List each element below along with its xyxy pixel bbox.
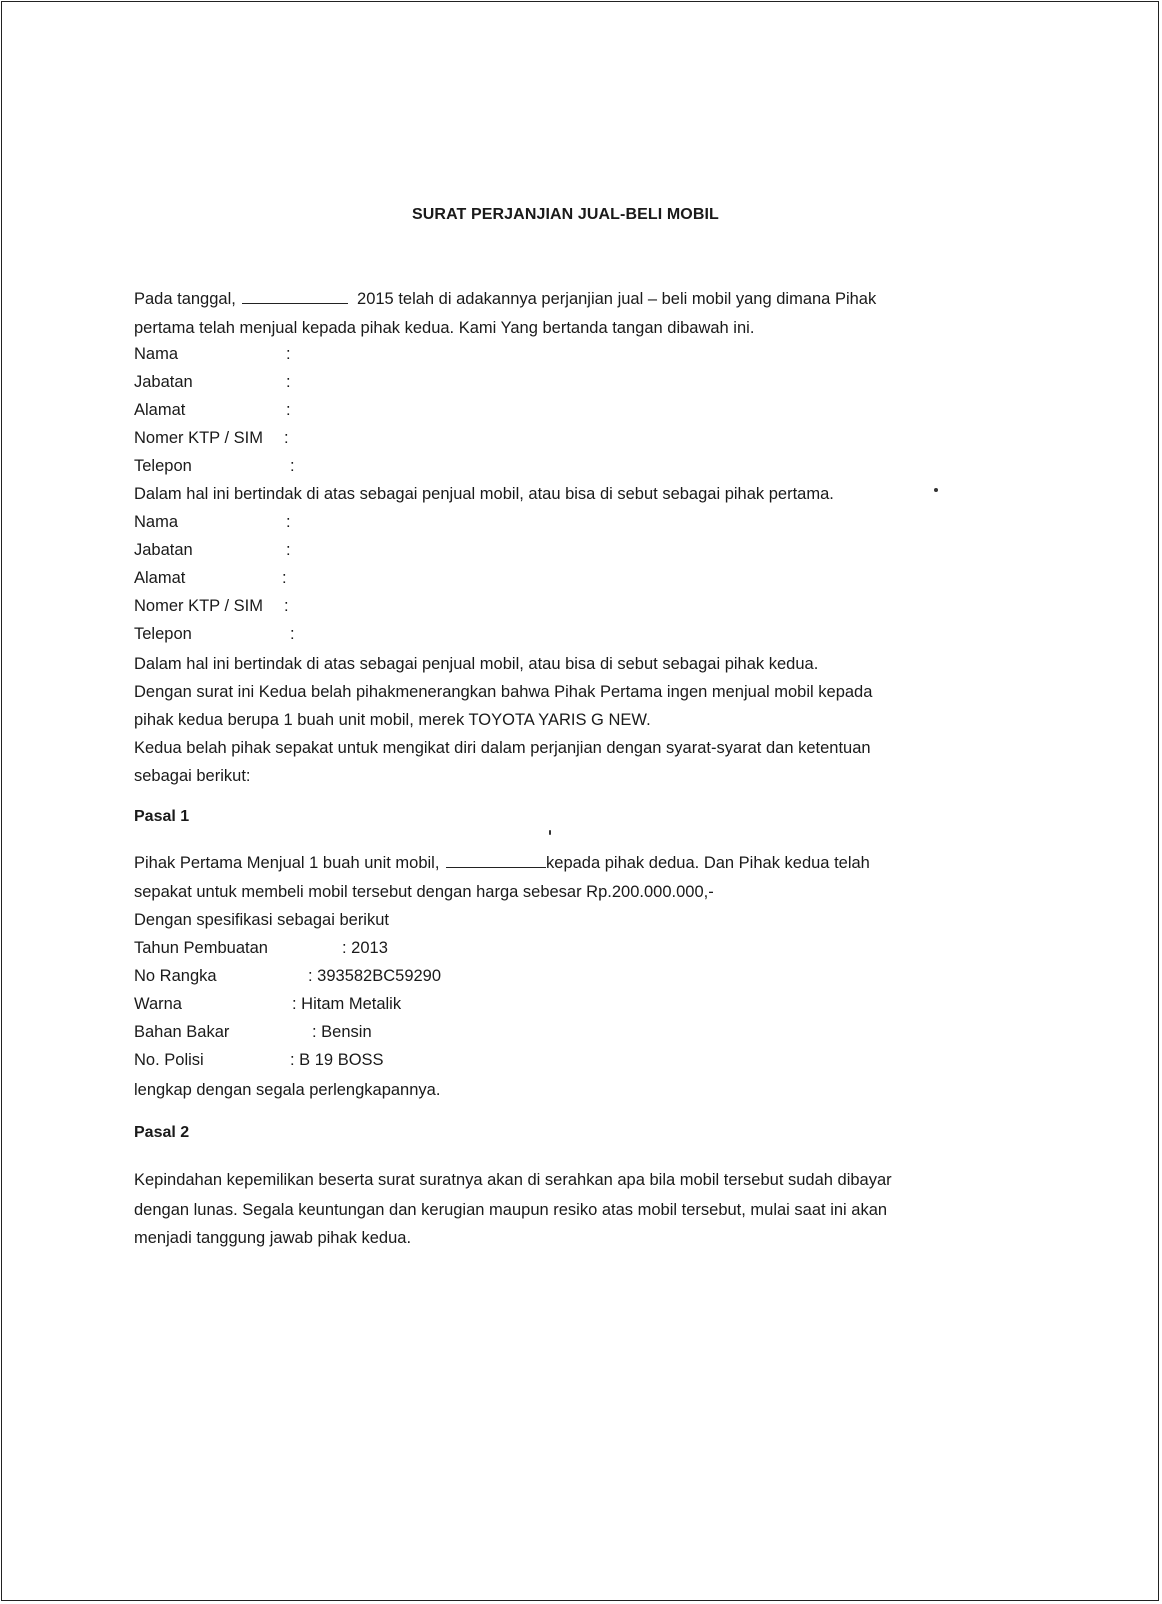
pasal-2-line-3: menjadi tanggung jawab pihak kedua. — [134, 1229, 412, 1247]
spec-label: Tahun Pembuatan — [134, 939, 268, 957]
field-separator: : — [282, 569, 287, 587]
field-label: Alamat — [134, 401, 186, 419]
spec-value: : Bensin — [312, 1023, 372, 1041]
pasal-1-prefix: Pihak Pertama Menjual 1 buah unit mobil, — [134, 854, 440, 872]
field-label: Nama — [134, 513, 179, 531]
spec-tahun — [134, 938, 388, 958]
first-party-field-telepon — [134, 456, 295, 476]
car-blank — [446, 852, 546, 868]
spec-label: Bahan Bakar — [134, 1023, 230, 1041]
second-party-field-ktp — [134, 596, 289, 616]
first-party-role: Dalam hal ini bertindak di atas sebagai penjual mobil, atau bisa di sebut sebagai pihak pertama. — [134, 485, 834, 503]
spec-rangka — [134, 966, 441, 986]
statement-line-4: sebagai berikut: — [134, 767, 251, 785]
spec-intro: Dengan spesifikasi sebagai berikut — [134, 911, 389, 929]
field-separator: : — [286, 541, 291, 559]
field-label: Jabatan — [134, 541, 193, 559]
scan-speck — [549, 830, 551, 835]
spec-polisi — [134, 1050, 384, 1070]
pasal-1-line-2: sepakat untuk membeli mobil tersebut dengan harga sebesar Rp.200.000.000,- — [134, 883, 714, 901]
field-separator: : — [290, 457, 295, 475]
second-party-field-alamat — [134, 568, 287, 588]
spec-value: : Hitam Metalik — [292, 995, 402, 1013]
statement-line-2: pihak kedua berupa 1 buah unit mobil, merek TOYOTA YARIS G NEW. — [134, 711, 651, 729]
first-party-field-nama — [134, 344, 291, 364]
second-party-role: Dalam hal ini bertindak di atas sebagai penjual mobil, atau bisa di sebut sebagai pihak kedua. — [134, 655, 819, 673]
spec-label: No. Polisi — [134, 1051, 204, 1069]
pasal-1-heading: Pasal 1 — [134, 808, 190, 825]
field-label: Nomer KTP / SIM — [134, 597, 263, 615]
intro-prefix: Pada tanggal, — [134, 290, 236, 308]
spec-warna — [134, 994, 401, 1014]
pasal-2-line-2: dengan lunas. Segala keuntungan dan kerugian maupun resiko atas mobil tersebut, mulai saat ini akan — [134, 1201, 888, 1219]
statement-line-3: Kedua belah pihak sepakat untuk mengikat diri dalam perjanjian dengan syarat-syarat dan ketentuan — [134, 739, 871, 757]
date-blank — [242, 288, 348, 304]
second-party-field-jabatan — [134, 540, 291, 560]
document-title: SURAT PERJANJIAN JUAL-BELI MOBIL — [412, 206, 719, 223]
field-separator: : — [286, 513, 291, 531]
field-label: Nama — [134, 345, 179, 363]
first-party-field-jabatan — [134, 372, 291, 392]
field-separator: : — [284, 429, 289, 447]
field-label: Jabatan — [134, 373, 193, 391]
pasal-2-heading: Pasal 2 — [134, 1124, 190, 1141]
field-label: Telepon — [134, 457, 192, 475]
spec-value: : B 19 BOSS — [290, 1051, 384, 1069]
field-label: Alamat — [134, 569, 186, 587]
field-separator: : — [286, 345, 291, 363]
spec-label: Warna — [134, 995, 182, 1013]
first-party-field-alamat — [134, 400, 291, 420]
field-separator: : — [290, 625, 295, 643]
first-party-field-ktp — [134, 428, 289, 448]
field-separator: : — [284, 597, 289, 615]
scan-speck — [934, 488, 938, 492]
second-party-field-telepon — [134, 624, 295, 644]
page-border — [1, 1, 1159, 1601]
spec-value: : 2013 — [342, 939, 388, 957]
field-label: Telepon — [134, 625, 192, 643]
second-party-field-nama — [134, 512, 291, 532]
spec-bahan-bakar — [134, 1022, 372, 1042]
pasal-1-line-1 — [134, 852, 870, 873]
intro-line-1 — [134, 288, 876, 309]
spec-label: No Rangka — [134, 967, 217, 985]
field-separator: : — [286, 401, 291, 419]
pasal-1-suffix: kepada pihak dedua. Dan Pihak kedua telah — [546, 854, 870, 872]
intro-line-2: pertama telah menjual kepada pihak kedua. Kami Yang bertanda tangan dibawah ini. — [134, 319, 755, 337]
statement-line-1: Dengan surat ini Kedua belah pihakmenerangkan bahwa Pihak Pertama ingen menjual mobil kepada — [134, 683, 873, 701]
intro-suffix: 2015 telah di adakannya perjanjian jual – beli mobil yang dimana Pihak — [357, 290, 877, 308]
field-label: Nomer KTP / SIM — [134, 429, 263, 447]
pasal-2-line-1: Kepindahan kepemilikan beserta surat suratnya akan di serahkan apa bila mobil tersebut sudah dibayar — [134, 1171, 892, 1189]
spec-value: : 393582BC59290 — [308, 967, 442, 985]
pasal-1-closing: lengkap dengan segala perlengkapannya. — [134, 1081, 441, 1099]
field-separator: : — [286, 373, 291, 391]
